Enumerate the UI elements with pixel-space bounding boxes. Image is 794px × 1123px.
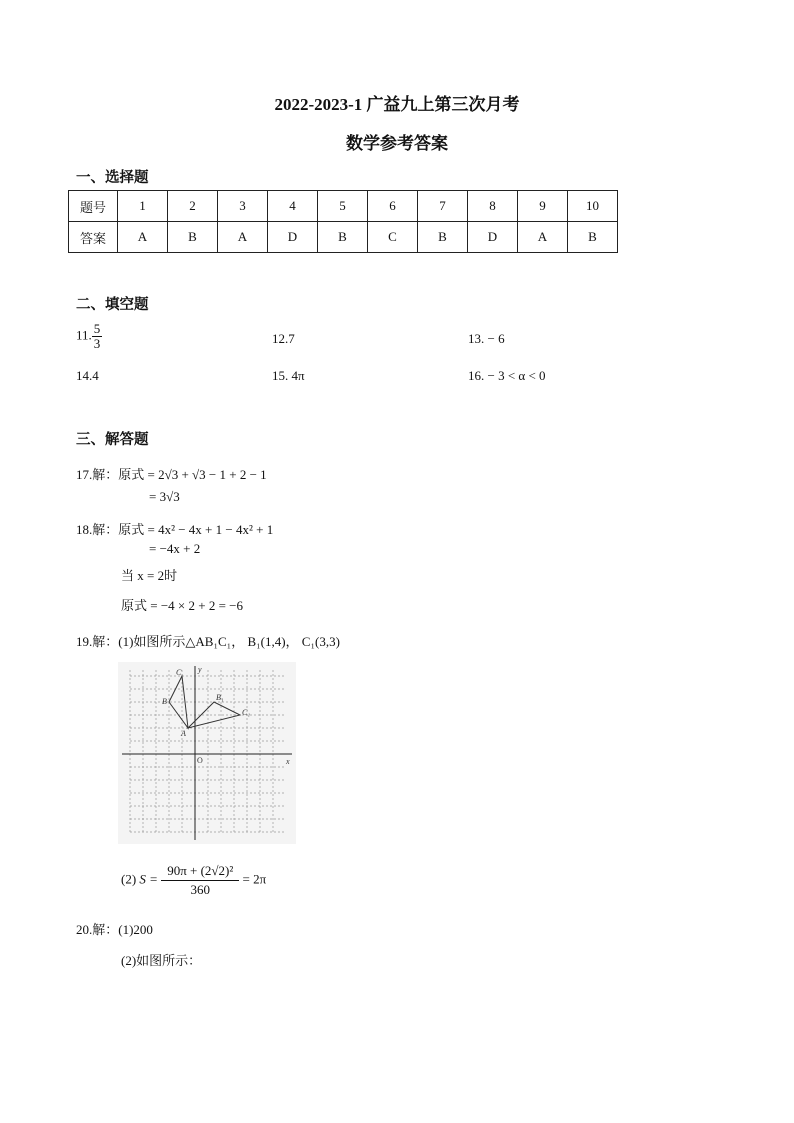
point-a-label: A — [181, 729, 186, 738]
q18-line3: 当 x = 2时 — [121, 568, 178, 583]
page-subtitle: 数学参考答案 — [346, 134, 448, 153]
table-cell-answer: B — [318, 222, 368, 253]
formula-denominator: 360 — [190, 882, 210, 897]
point-c-label: C — [176, 668, 182, 677]
formula-numerator: 90π + (2√2)² — [161, 862, 239, 881]
q18-line1: 18.解：原式 = 4x² − 4x + 1 − 4x² + 1 — [76, 522, 274, 537]
answer-11 — [76, 322, 102, 351]
table-cell-number: 10 — [568, 191, 618, 222]
fraction — [92, 322, 103, 351]
coordinate-figure — [118, 662, 296, 844]
answer-14: 14.4 — [76, 368, 99, 383]
origin-label: O — [197, 756, 203, 765]
table-cell-answer: C — [368, 222, 418, 253]
table-cell-number: 2 — [168, 191, 218, 222]
table-cell-answer: B — [418, 222, 468, 253]
table-row-numbers — [69, 191, 618, 222]
q20-line2: (2)如图所示： — [121, 953, 202, 968]
q17-line1: 17.解：原式 = 2√3 + √3 − 1 + 2 − 1 — [76, 467, 267, 482]
fraction-denominator: 3 — [93, 336, 101, 351]
table-cell-number: 5 — [318, 191, 368, 222]
formula-fraction — [161, 862, 239, 899]
x-axis-label: x — [286, 757, 290, 766]
answer-11-label: 11. — [76, 327, 92, 343]
table-cell-answer: D — [268, 222, 318, 253]
table-cell-number: 8 — [468, 191, 518, 222]
point-b-label: B — [162, 697, 167, 706]
table-cell-answer: D — [468, 222, 518, 253]
table-cell-number: 1 — [118, 191, 168, 222]
q17-line2: = 3√3 — [149, 489, 180, 504]
table-cell-answer: A — [218, 222, 268, 253]
page-title: 2022-2023-1 广益九上第三次月考 — [274, 95, 520, 114]
point-b1-label: B₁ — [216, 693, 224, 702]
answer-16: 16. − 3 < α < 0 — [468, 368, 546, 383]
section-heading-choice: 一、选择题 — [76, 170, 149, 186]
y-axis-label: y — [198, 665, 202, 674]
table-row-answers — [69, 222, 618, 253]
table-cell-number: 6 — [368, 191, 418, 222]
answer-table — [68, 190, 618, 253]
fraction-numerator: 5 — [93, 321, 101, 336]
formula-lhs: S = — [139, 871, 158, 887]
table-cell-answer: B — [168, 222, 218, 253]
section-heading-solve: 三、解答题 — [76, 432, 149, 448]
answer-15: 15. 4π — [272, 368, 305, 383]
formula-rhs: = 2π — [242, 871, 267, 887]
table-header-label: 题号 — [69, 191, 118, 222]
table-cell-answer: A — [118, 222, 168, 253]
point-c1-label: C₁ — [242, 708, 251, 717]
table-cell-number: 3 — [218, 191, 268, 222]
table-cell-answer: B — [568, 222, 618, 253]
table-cell-answer: A — [518, 222, 568, 253]
q18-line4: 原式 = −4 × 2 + 2 = −6 — [121, 598, 243, 613]
q19-part2 — [121, 862, 266, 899]
section-heading-fill: 二、填空题 — [76, 297, 149, 313]
q18-line2: = −4x + 2 — [149, 541, 201, 556]
answer-12: 12.7 — [272, 331, 295, 346]
table-cell-number: 9 — [518, 191, 568, 222]
table-cell-number: 7 — [418, 191, 468, 222]
table-answer-label: 答案 — [69, 222, 118, 253]
table-cell-number: 4 — [268, 191, 318, 222]
answer-13: 13. − 6 — [468, 331, 505, 346]
q19-line1: 19.解：(1)如图所示△AB₁C₁， B₁(1,4)， C₁(3,3) — [76, 634, 340, 649]
q19-part2-label: (2) — [121, 871, 137, 887]
q20-line1: 20.解：(1)200 — [76, 922, 153, 937]
